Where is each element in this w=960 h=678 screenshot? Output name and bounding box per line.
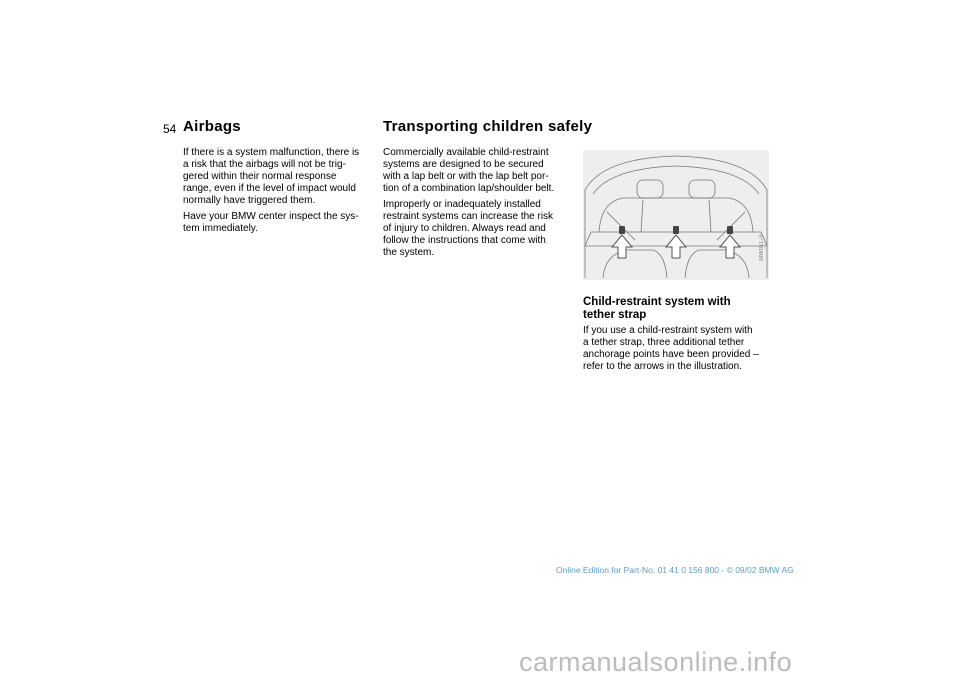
text-line: of injury to children. Always read and	[383, 223, 546, 234]
text-line: with a lap belt or with the lap belt por-	[383, 171, 549, 182]
text-line: gered within their normal response	[183, 171, 337, 182]
transporting-children-text	[383, 147, 554, 259]
page-number: 54	[163, 122, 177, 136]
text-line: range, even if the level of impact would	[183, 183, 356, 194]
text-line: Commercially available child-restraint	[383, 147, 549, 158]
car-interior-drawing	[583, 150, 769, 280]
footer-edition-note: Online Edition for Part-No. 01 41 0 156 800 - © 09/02 BMW AG	[556, 565, 794, 575]
airbags-text	[183, 147, 359, 235]
text-line: anchorage points have been provided –	[583, 349, 759, 360]
tether-strap-subheading	[583, 296, 731, 322]
illustration-code: MW01176	[759, 234, 765, 261]
text-line: a tether strap, three additional tether	[583, 337, 745, 348]
text-line: a risk that the airbags will not be trig-	[183, 159, 346, 170]
text-line: If you use a child-restraint system with	[583, 325, 753, 336]
tether-strap-text	[583, 325, 759, 373]
watermark: carmanualsonline.info	[519, 647, 793, 677]
text-line: Improperly or inadequately installed	[383, 199, 541, 210]
subheading-line: tether strap	[583, 309, 647, 321]
text-line: refer to the arrows in the illustration.	[583, 361, 742, 372]
text-line: systems are designed to be secured	[383, 159, 544, 170]
text-line: Have your BMW center inspect the sys-	[183, 211, 359, 222]
text-line: If there is a system malfunction, there is	[183, 147, 360, 158]
text-line: follow the instructions that come with	[383, 235, 546, 246]
text-line: tion of a combination lap/shoulder belt.	[383, 183, 555, 194]
transporting-children-heading: Transporting children safely	[383, 118, 593, 135]
subheading-line: Child-restraint system with	[583, 296, 731, 308]
rear-seat-tether-illustration	[583, 150, 769, 280]
text-line: normally have triggered them.	[183, 195, 316, 206]
text-line: tem immediately.	[183, 223, 258, 234]
text-line: the system.	[383, 247, 435, 258]
airbags-heading: Airbags	[183, 118, 241, 135]
text-line: restraint systems can increase the risk	[383, 211, 554, 222]
